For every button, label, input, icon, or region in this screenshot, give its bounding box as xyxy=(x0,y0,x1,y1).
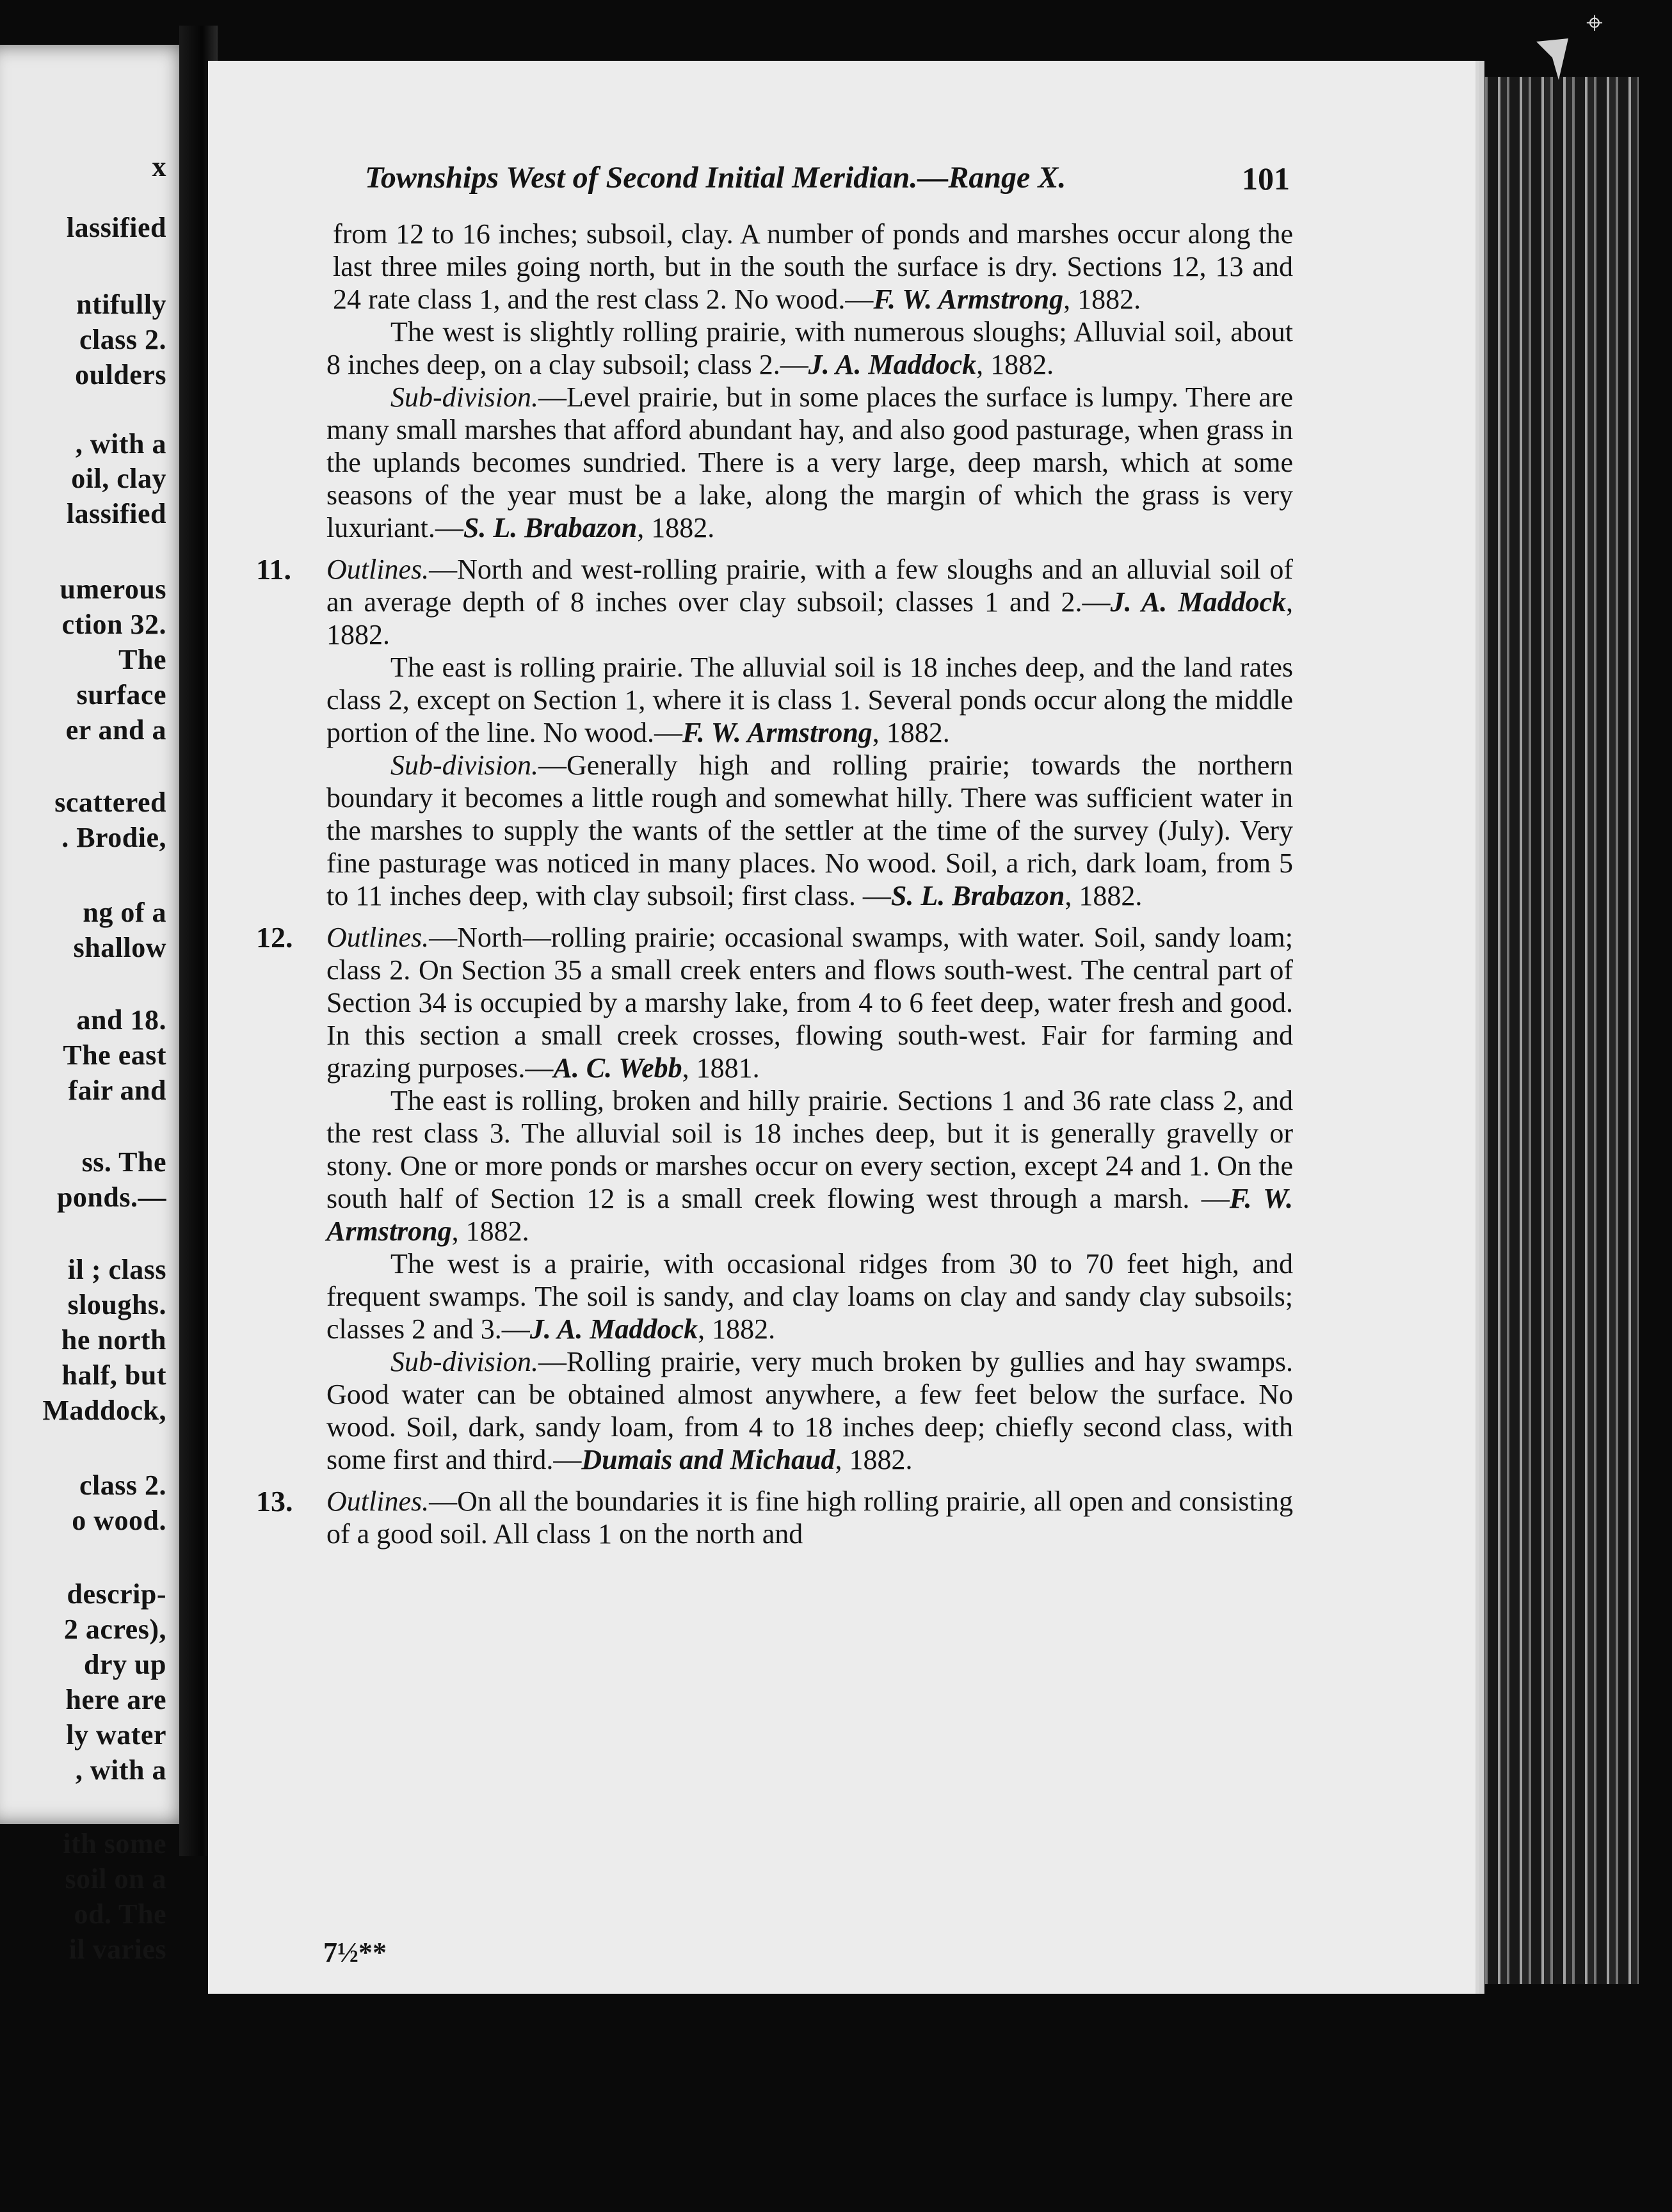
paragraph xyxy=(256,316,1293,381)
left-page-line-fragment: ith some xyxy=(63,1828,166,1859)
running-head: Townships West of Second Initial Meridian.—Range X. xyxy=(365,161,1066,195)
left-page-line-fragment: ntifully xyxy=(76,289,166,320)
left-page-line-fragment: ponds.— xyxy=(56,1182,166,1213)
left-page-line-fragment: ly water xyxy=(66,1719,166,1751)
surveyor-name: Dumais and Michaud xyxy=(581,1444,835,1475)
left-page-line-fragment: half, but xyxy=(61,1359,166,1391)
paragraph-year: , 1882. xyxy=(451,1215,529,1247)
printer-signature-mark: 7½** xyxy=(323,1937,387,1968)
left-page-line-fragment: il varies xyxy=(68,1934,166,1965)
paragraph-text: —Level prairie, but in some places the surface is lumpy. There are many small marshes that afford abundant hay, and also good pasturage, when grass in the uplands becomes sundried. There is a very large, deep marsh, which at some seasons of the year must be a lake, along the margin of which the grass is very luxuriant.— xyxy=(326,381,1293,543)
left-page-line-fragment: surface xyxy=(76,679,166,710)
section-label: Sub-division. xyxy=(390,381,538,413)
left-page-line-fragment: umerous xyxy=(60,573,166,605)
left-page-line-fragment: . Brodie, xyxy=(61,822,166,853)
paragraph xyxy=(256,218,1293,316)
left-page-line-fragment: x xyxy=(152,151,166,182)
paragraph-text: The west is slightly rolling prairie, with numerous sloughs; Alluvial soil, about 8 inches deep, on a clay subsoil; class 2.— xyxy=(326,316,1293,380)
left-page-line-fragment: il ; class xyxy=(67,1254,166,1285)
surveyor-name: J. A. Maddock xyxy=(1110,586,1286,618)
paragraph-year: , 1882. xyxy=(976,349,1054,380)
paragraph-year: , 1882. xyxy=(698,1313,776,1345)
left-page-line-fragment: , with a xyxy=(75,1754,166,1786)
surveyor-name: F. W. Armstrong xyxy=(326,1183,1293,1247)
left-page-line-fragment: oil, clay xyxy=(71,463,166,494)
left-page-line-fragment: and 18. xyxy=(76,1004,166,1036)
left-page-line-fragment: The east xyxy=(63,1039,166,1071)
left-page-line-fragment: o wood. xyxy=(72,1505,166,1536)
left-page-line-fragment: fair and xyxy=(68,1075,166,1106)
surveyor-name: A. C. Webb xyxy=(553,1052,682,1084)
left-page-line-fragment: od. The xyxy=(74,1898,166,1930)
paragraph-text: —Rolling prairie, very much broken by gullies and hay swamps. Good water can be obtained almost anywhere, a few feet below the surface. No wood. Soil, dark, sandy loam, from 4 to 18 inches deep; chiefly second class, with some first and third.— xyxy=(326,1346,1293,1475)
page-corner-tab-icon xyxy=(1533,38,1572,83)
paragraph-year: , 1882. xyxy=(326,586,1293,650)
township-entry-13 xyxy=(256,1485,1293,1550)
paragraph-text: The east is rolling prairie. The alluvial soil is 18 inches deep, and the land rates class 2, except on Section 1, where it is class 1. Several ponds occur along the middle portion of the line. No wood.— xyxy=(326,652,1293,748)
page-number: 101 xyxy=(1242,161,1290,196)
surveyor-name: J. A. Maddock xyxy=(808,349,977,380)
left-page-line-fragment: er and a xyxy=(65,714,166,746)
surveyor-name: S. L. Brabazon xyxy=(890,880,1065,911)
left-page-line-fragment: soil on a xyxy=(65,1863,166,1895)
left-page-line-fragment: class 2. xyxy=(79,324,166,355)
page-body xyxy=(256,218,1293,1550)
paragraph xyxy=(256,1247,1293,1345)
left-page-line-fragment: descrip- xyxy=(67,1578,166,1610)
paragraph-year: , 1882. xyxy=(872,717,950,748)
surveyor-name: F. W. Armstrong xyxy=(682,717,872,748)
surveyor-name: F. W. Armstrong xyxy=(873,284,1064,315)
paragraph-text: The east is rolling, broken and hilly prairie. Sections 1 and 36 rate class 2, and the rest class 3. The alluvial soil is 18 inches deep, but it is generally gravelly or stony. One or more ponds or marshes occur on every section, except 24 and 1. On the south half of Section 12 is a small creek flowing west through a marsh. — xyxy=(326,1085,1293,1214)
surveyor-name: S. L. Brabazon xyxy=(463,512,638,543)
paragraph xyxy=(256,651,1293,749)
left-page-line-fragment: scattered xyxy=(54,787,166,818)
left-page-line-fragment: , with a xyxy=(75,428,166,460)
left-facing-page xyxy=(0,45,192,1965)
section-label: Outlines. xyxy=(326,1486,430,1517)
surveyor-name: J. A. Maddock xyxy=(529,1313,698,1345)
paragraph-text: —Generally high and rolling prairie; towards the northern boundary it becomes a little rough and somewhat hilly. There was sufficient water in the marshes to supply the wants of the settler at the time of the survey (July). Very fine pasturage was noticed in many places. No wood. Soil, a rich, dark loam, from 5 to 11 inches deep, with clay subsoil; first class. — xyxy=(326,749,1293,911)
paragraph-year: , 1882. xyxy=(637,512,715,543)
section-label: Outlines. xyxy=(326,922,430,953)
left-page-line-fragment: he north xyxy=(61,1324,166,1356)
paragraph-year: , 1882. xyxy=(1065,880,1143,911)
paragraph-text: —North and west-rolling prairie, with a few sloughs and an alluvial soil of an average depth of 8 inches over clay subsoil; classes 1 and 2.— xyxy=(326,554,1293,618)
left-page-line-fragment: class 2. xyxy=(79,1470,166,1501)
left-page-line-fragment: The xyxy=(118,644,166,675)
left-page-line-fragment: Maddock, xyxy=(42,1395,166,1426)
section-label: Sub-division. xyxy=(390,749,538,781)
paragraph-year: , 1882. xyxy=(1063,284,1141,315)
left-page-line-fragment: lassified xyxy=(66,498,166,529)
paragraph-year: , 1882. xyxy=(835,1444,913,1475)
left-page-line-fragment: oulders xyxy=(75,359,166,390)
left-page-line-fragment: here are xyxy=(65,1684,166,1715)
township-number: 12. xyxy=(256,921,293,954)
paragraph-year: , 1881. xyxy=(682,1052,760,1084)
section-label: Outlines. xyxy=(326,554,430,585)
left-page-line-fragment: lassified xyxy=(66,212,166,243)
paragraph xyxy=(256,381,1293,544)
left-page-line-fragment: ng of a xyxy=(83,897,166,928)
paragraph-text: —On all the boundaries it is fine high rolling prairie, all open and consisting of a good soil. All class 1 on the north and xyxy=(326,1486,1293,1550)
corner-registration-icon: ⌖ xyxy=(1586,5,1603,40)
left-page-line-fragment: shallow xyxy=(73,932,166,963)
left-page-line-fragment: dry up xyxy=(84,1649,166,1680)
section-label: Sub-division. xyxy=(390,1346,538,1377)
paragraph xyxy=(256,1084,1293,1247)
left-page-line-fragment: 2 acres), xyxy=(63,1614,166,1645)
page-edges xyxy=(1479,77,1639,1984)
township-entry-12 xyxy=(256,921,1293,1084)
township-entry-11 xyxy=(256,553,1293,651)
paragraph-text: —North—rolling prairie; occasional swamps, with water. Soil, sandy loam; class 2. On Section 35 a small creek enters and flows south-west. The central part of Section 34 is occupied by a marshy lake, from 4 to 6 feet deep, water fresh and good. In this section a small creek crosses, flowing south-west. Fair for farming and grazing purposes.— xyxy=(326,922,1293,1084)
paragraph-text: from 12 to 16 inches; subsoil, clay. A number of ponds and marshes occur along the last three miles going north, but in the south the surface is dry. Sections 12, 13 and 24 rate class 1, and the rest class 2. No wood.— xyxy=(333,218,1293,315)
left-page-line-fragment: ction 32. xyxy=(61,609,166,640)
left-page-line-fragment: sloughs. xyxy=(67,1289,166,1320)
left-page-line-fragment: ss. The xyxy=(81,1146,166,1178)
paragraph xyxy=(256,749,1293,912)
township-number: 11. xyxy=(256,553,291,586)
township-number: 13. xyxy=(256,1485,293,1518)
paragraph-text: The west is a prairie, with occasional ridges from 30 to 70 feet high, and frequent swamps. The soil is sandy, and clay loams on clay and sandy clay subsoils; classes 2 and 3.— xyxy=(326,1248,1293,1345)
paragraph xyxy=(256,1345,1293,1476)
